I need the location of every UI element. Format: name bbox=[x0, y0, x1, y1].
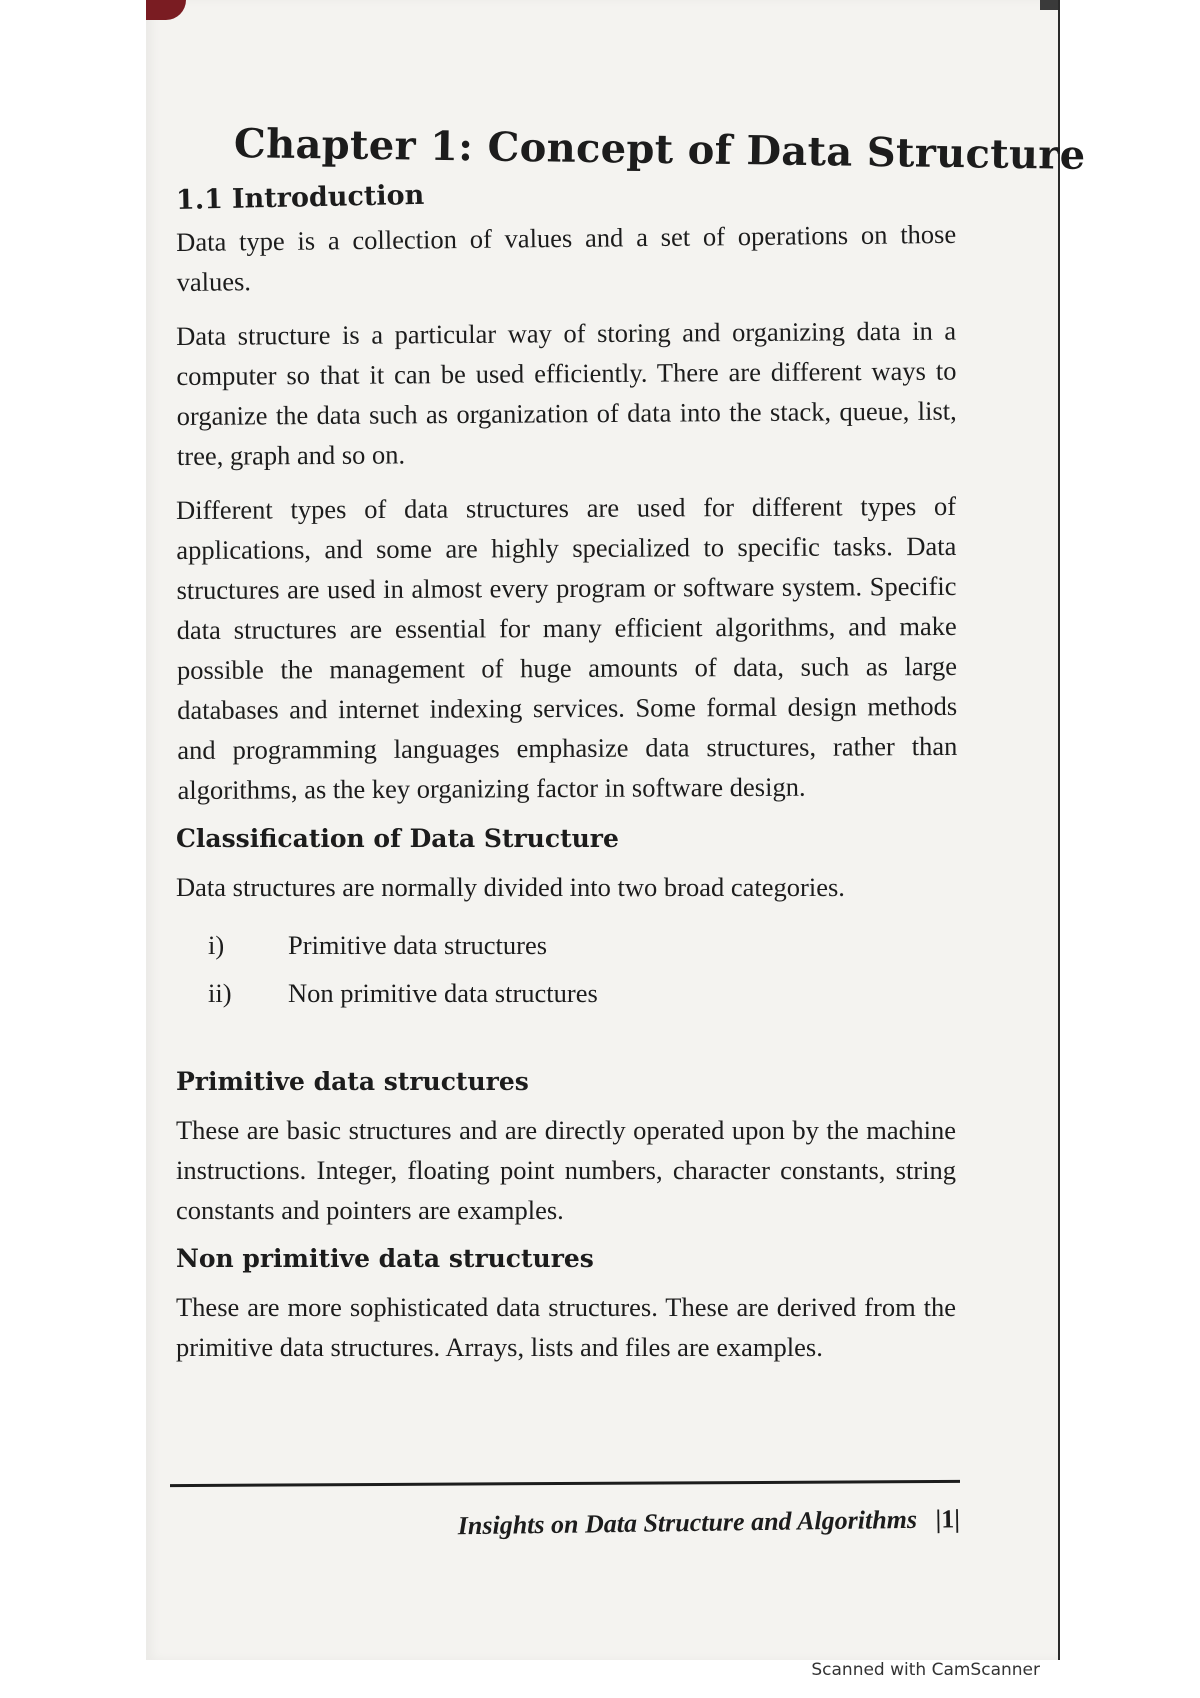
data-structure-paragraph: Data structure is a particular way of storing and organizing data in a computer so that it can be used efficiently. There are different ways to organize the data such as organization of data into the stack, queue, list, tree, graph and so on. bbox=[176, 315, 957, 471]
list-marker: i) bbox=[208, 930, 225, 960]
classification-heading: Classification of Data Structure bbox=[176, 824, 619, 853]
chapter-title: Chapter 1: Concept of Data Structure bbox=[233, 120, 1086, 179]
primitive-heading: Primitive data structures bbox=[176, 1067, 529, 1096]
classification-intro: Data structures are normally divided into two broad categories. bbox=[176, 872, 845, 902]
section-title: Introduction bbox=[231, 179, 425, 215]
list-item bbox=[176, 969, 956, 1017]
page-number: |1| bbox=[935, 1504, 961, 1534]
list-item bbox=[176, 921, 956, 969]
classification-list bbox=[176, 921, 956, 1017]
list-marker: ii) bbox=[208, 978, 232, 1008]
primitive-paragraph: These are basic structures and are directly operated upon by the machine instructions. Integer, floating point numbers, character constants, string constants and pointers are examples. bbox=[176, 1115, 956, 1225]
non-primitive-paragraph: These are more sophisticated data structures. These are derived from the primitive data structures. Arrays, lists and files are examples. bbox=[176, 1292, 956, 1362]
section-number: 1.1 bbox=[175, 184, 224, 216]
section-heading bbox=[176, 169, 956, 216]
list-item-text: Primitive data structures bbox=[288, 930, 548, 960]
types-paragraph: Different types of data structures are used for different types of applications, and some are highly specialized to specific tasks. Data structures are used in almost every program or software system. Specific data structures are essential for many efficient algorithms, and make possible the management of huge amounts of data, such as large databases and internet indexing services. Some formal design methods and programming languages emphasize data structures, rather than algorithms, as the key organizing factor in software design. bbox=[176, 490, 958, 805]
data-type-paragraph: Data type is a collection of values and a set of operations on those values. bbox=[176, 218, 957, 297]
list-item-text: Non primitive data structures bbox=[288, 978, 598, 1008]
page-corner-mark-right bbox=[1040, 0, 1058, 10]
footer-book-title: Insights on Data Structure and Algorithms bbox=[457, 1504, 918, 1541]
non-primitive-heading: Non primitive data structures bbox=[176, 1244, 594, 1273]
scanner-watermark: Scanned with CamScanner bbox=[811, 1660, 1040, 1680]
page-content bbox=[175, 120, 1086, 1381]
